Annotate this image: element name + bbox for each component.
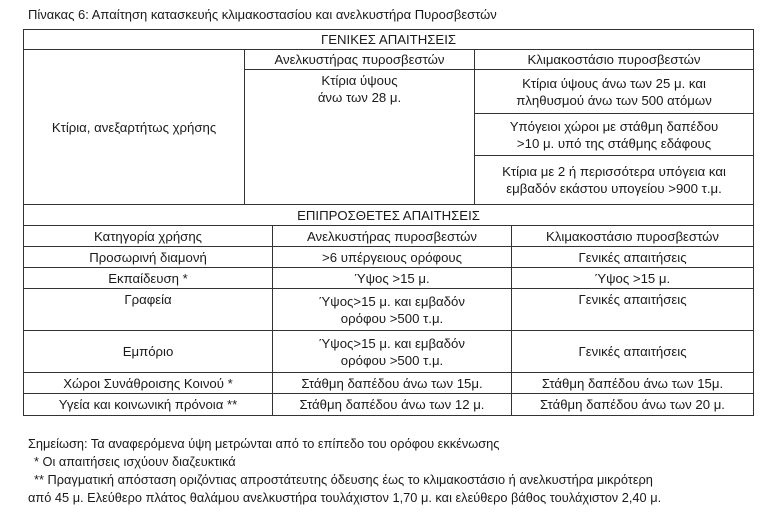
general-col-elevator: Ανελκυστήρας πυροσβεστών xyxy=(245,50,475,70)
stair-req-line1: Κτίρια ύψους άνω των 25 μ. και xyxy=(522,75,706,91)
table-row xyxy=(24,268,754,289)
note-footnote-2: ** Πραγματική απόσταση οριζόντιας απροστάτευτης όδευσης έως το κλιμακοστάσιο ή ανελκυστήρα μικρότερη xyxy=(34,472,653,487)
table-row xyxy=(24,331,754,373)
stair-requirement: Ύψος >15 μ. xyxy=(512,268,754,289)
general-stair-cell xyxy=(475,70,754,114)
general-elevator-requirement xyxy=(245,70,475,205)
general-elevator-line2: άνω των 28 μ. xyxy=(317,90,402,105)
elevator-req-line1: Ύψος>15 μ. και εμβαδόν xyxy=(319,293,465,309)
table-caption: Πίνακας 6: Απαίτηση κατασκευής κλιμακοστασίου και ανελκυστήρα Πυροσβεστών xyxy=(28,7,497,22)
general-elevator-line1: Κτίρια ύψους xyxy=(321,73,398,88)
stair-req-line1: Κτίρια με 2 ή περισσότερα υπόγεια και xyxy=(502,164,726,179)
elevator-req-line2: ορόφου >500 τ.μ. xyxy=(340,352,444,368)
use-category: Προσωρινή διαμονή xyxy=(24,247,273,268)
general-stair-cell xyxy=(475,114,754,156)
use-category: Υγεία και κοινωνική πρόνοια ** xyxy=(24,394,273,416)
use-category: Εμπόριο xyxy=(24,331,273,373)
use-category: Εκπαίδευση * xyxy=(24,268,273,289)
general-row-label: Κτίρια, ανεξαρτήτως χρήσης xyxy=(24,50,245,205)
table-row xyxy=(24,247,754,268)
note-footnote-1: * Οι απαιτήσεις ισχύουν διαζευκτικά xyxy=(34,454,236,469)
stair-requirement: Γενικές απαιτήσεις xyxy=(512,331,754,373)
table-row xyxy=(24,289,754,331)
general-col-stair: Κλιμακοστάσιο πυροσβεστών xyxy=(475,50,754,70)
elevator-req-line2: ορόφου >500 τ.μ. xyxy=(340,310,444,326)
elevator-requirement xyxy=(273,331,512,373)
elevator-requirement: Στάθμη δαπέδου άνω των 15μ. xyxy=(273,373,512,394)
use-category: Χώροι Συνάθροισης Κοινού * xyxy=(24,373,273,394)
general-requirements-table xyxy=(23,29,754,205)
additional-col-stair: Κλιμακοστάσιο πυροσβεστών xyxy=(512,226,754,247)
general-stair-cell xyxy=(475,156,754,205)
stair-requirement: Στάθμη δαπέδου άνω των 15μ. xyxy=(512,373,754,394)
additional-requirements-table xyxy=(23,204,754,416)
elevator-requirement: Στάθμη δαπέδου άνω των 12 μ. xyxy=(273,394,512,416)
stair-requirement: Γενικές απαιτήσεις xyxy=(512,247,754,268)
stair-req-line1: Υπόγειοι χώροι με στάθμη δαπέδου xyxy=(509,118,719,134)
general-header: ΓΕΝΙΚΕΣ ΑΠΑΙΤΗΣΕΙΣ xyxy=(24,30,754,50)
note-footnote-2-cont: από 45 μ. Ελεύθερο πλάτος θαλάμου ανελκυστήρα τουλάχιστον 1,70 μ. και ελεύθερο βάθος τουλάχιστον 2,40 μ. xyxy=(28,490,662,505)
elevator-requirement: Ύψος >15 μ. xyxy=(273,268,512,289)
additional-col-use: Κατηγορία χρήσης xyxy=(24,226,273,247)
additional-header: ΕΠΙΠΡΟΣΘΕΤΕΣ ΑΠΑΙΤΗΣΕΙΣ xyxy=(24,205,754,226)
use-category: Γραφεία xyxy=(24,289,273,331)
stair-requirement: Γενικές απαιτήσεις xyxy=(512,289,754,331)
stair-requirement: Στάθμη δαπέδου άνω των 20 μ. xyxy=(512,394,754,416)
elevator-requirement xyxy=(273,289,512,331)
elevator-requirement: >6 υπέργειους ορόφους xyxy=(273,247,512,268)
note-text: Σημείωση: Τα αναφερόμενα ύψη μετρώνται από το επίπεδο του ορόφου εκκένωσης xyxy=(28,436,500,451)
table-row xyxy=(24,373,754,394)
stair-req-line2: εμβαδόν εκάστου υπογείου >900 τ.μ. xyxy=(506,181,722,196)
additional-col-elevator: Ανελκυστήρας πυροσβεστών xyxy=(273,226,512,247)
elevator-req-line1: Ύψος>15 μ. και εμβαδόν xyxy=(319,335,465,351)
stair-req-line2: >10 μ. υπό της στάθμης εδάφους xyxy=(516,135,712,151)
stair-req-line2: πληθυσμού άνω των 500 ατόμων xyxy=(516,92,712,108)
table-row xyxy=(24,394,754,416)
